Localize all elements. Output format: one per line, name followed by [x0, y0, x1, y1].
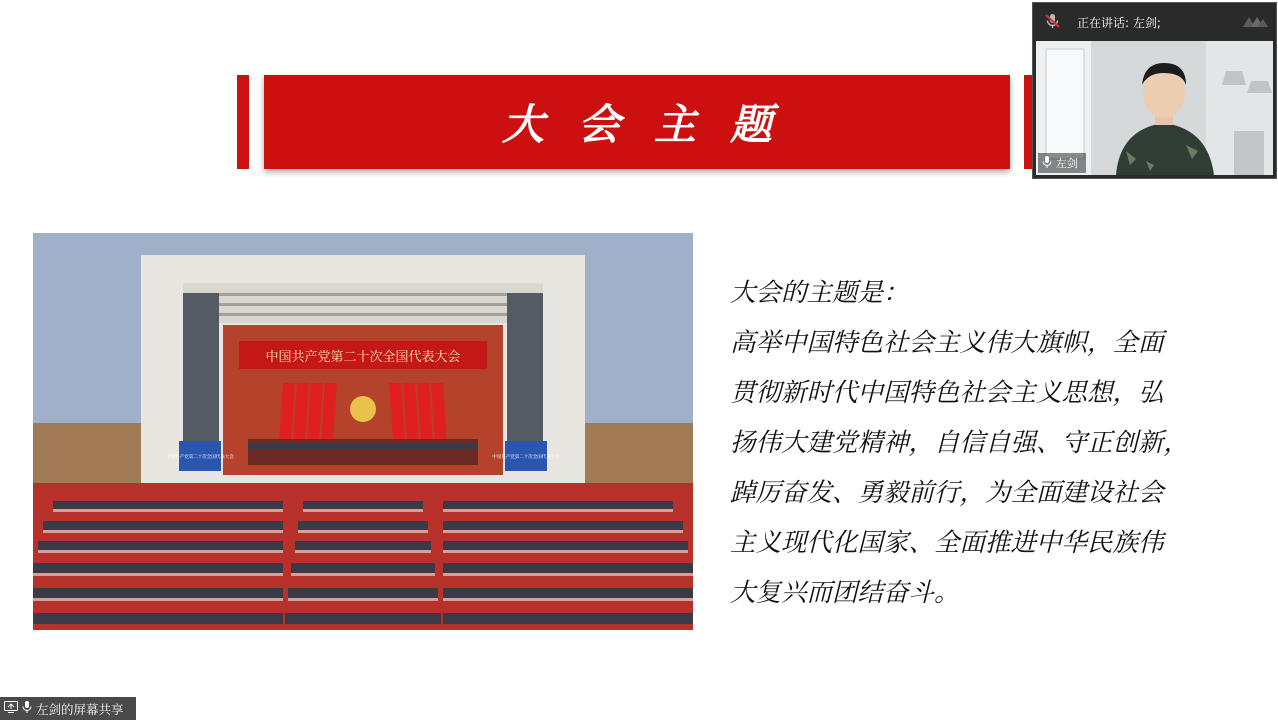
speaking-label: 正在讲话: 左剑;: [1077, 16, 1161, 30]
mic-icon: [1042, 156, 1052, 171]
body-line: 高举中国特色社会主义伟大旗帜，全面: [730, 328, 1164, 358]
speaker-video-feed: [1036, 41, 1273, 175]
body-line: 主义现代化国家、全面推进中华民族伟: [730, 528, 1164, 558]
left-screen-text: 中国共产党第二十次全国代表大会: [166, 455, 234, 460]
video-header: [1033, 3, 1276, 39]
body-line: 扬伟大建党精神，自信自强、守正创新，: [730, 428, 1190, 458]
right-screen-text: 中国共产党第二十次全国代表大会: [492, 455, 560, 460]
screen-share-icon: [4, 701, 18, 716]
slide-body: [730, 268, 1235, 618]
body-line: 踔厉奋发、勇毅前行，为全面建设社会: [730, 478, 1164, 508]
title-banner: [264, 75, 1010, 169]
banner-left-stripe: [237, 75, 249, 169]
screen-share-label: 左剑的屏幕共享: [36, 701, 124, 717]
body-line: 大复兴而团结奋斗。: [730, 578, 960, 608]
body-line: 贯彻新时代中国特色社会主义思想，弘: [730, 378, 1164, 408]
expand-icon[interactable]: [1241, 13, 1269, 29]
mic-off-icon[interactable]: [1043, 12, 1061, 30]
slide-title: 大会主题: [501, 100, 806, 149]
stage-banner-text: 中国共产党第二十次全国代表大会: [265, 350, 461, 365]
participant-name: 左剑: [1056, 157, 1078, 170]
body-line: 大会的主题是：: [730, 278, 909, 308]
congress-hall-photo: [33, 233, 693, 630]
mic-icon: [22, 701, 32, 716]
speaker-video-panel[interactable]: [1032, 2, 1277, 179]
participant-name-tag: [1038, 153, 1086, 173]
screen-share-badge[interactable]: [0, 697, 136, 720]
